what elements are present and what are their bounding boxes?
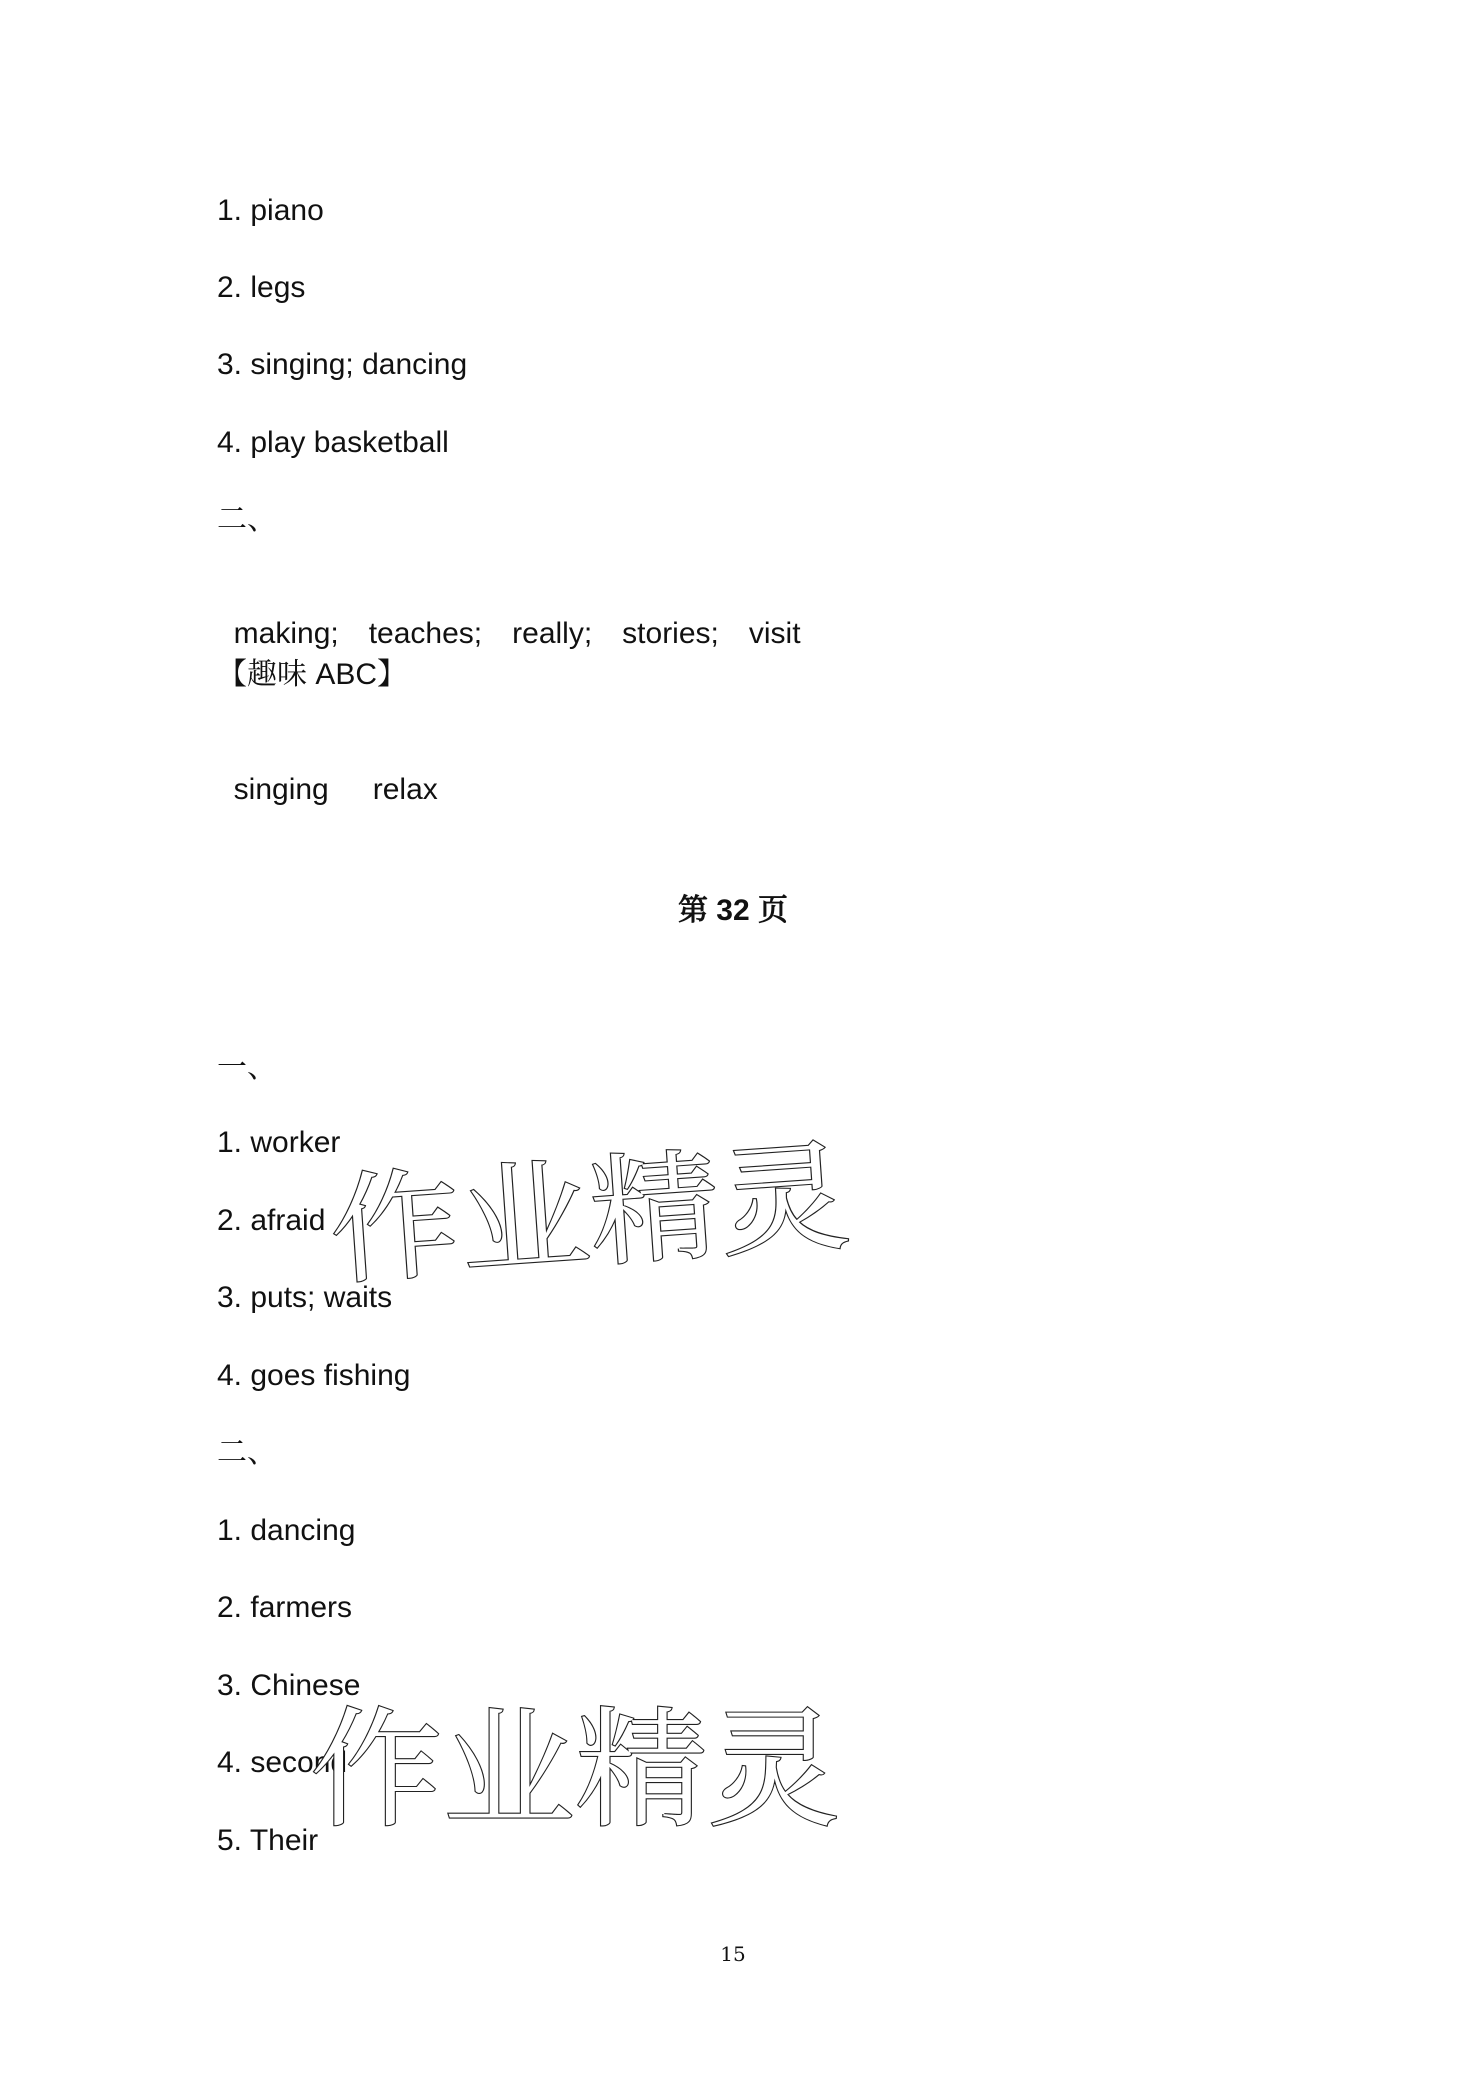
watermark-text: 作业精灵 — [325, 1130, 814, 1303]
word-list-item: making; — [233, 617, 339, 650]
answer-line: 4. play basketball — [217, 426, 449, 459]
answer-line: 4. second — [217, 1746, 348, 1779]
answer-line: 1. worker — [217, 1126, 341, 1159]
answer-line: 1. piano — [217, 194, 324, 227]
word-list-item: visit — [748, 617, 801, 650]
answer-line: 1. dancing — [217, 1514, 356, 1547]
answer-line: 2. afraid — [217, 1204, 326, 1237]
page-number: 15 — [720, 1942, 746, 1966]
word-list — [217, 580, 801, 652]
answer-line: 2. farmers — [217, 1591, 353, 1624]
section-heading: 一、 — [217, 1051, 277, 1084]
answer-line: 4. goes fishing — [217, 1359, 411, 1392]
word-list-item: stories; — [622, 617, 719, 650]
section-heading: 二、 — [217, 503, 277, 536]
word-list-item: teaches; — [368, 617, 483, 650]
answer-line: 3. puts; waits — [217, 1281, 393, 1314]
fun-abc-heading: 【趣味 ABC】 — [217, 658, 408, 691]
watermark-lower — [300, 1665, 860, 1865]
fun-abc-words — [217, 736, 438, 808]
page-heading: 第 32 页 — [677, 894, 789, 927]
fun-abc-word: relax — [372, 773, 438, 806]
answer-line: 2. legs — [217, 271, 306, 304]
answer-line: 5. Their — [217, 1824, 319, 1857]
watermark-text: 作业精灵 — [310, 1694, 840, 1846]
answer-line: 3. singing; dancing — [217, 348, 468, 381]
fun-abc-word: singing — [233, 773, 329, 806]
answer-line: 3. Chinese — [217, 1669, 361, 1702]
word-list-item: really; — [512, 617, 593, 650]
watermark-upper — [320, 1120, 880, 1320]
section-heading: 二、 — [217, 1436, 277, 1469]
